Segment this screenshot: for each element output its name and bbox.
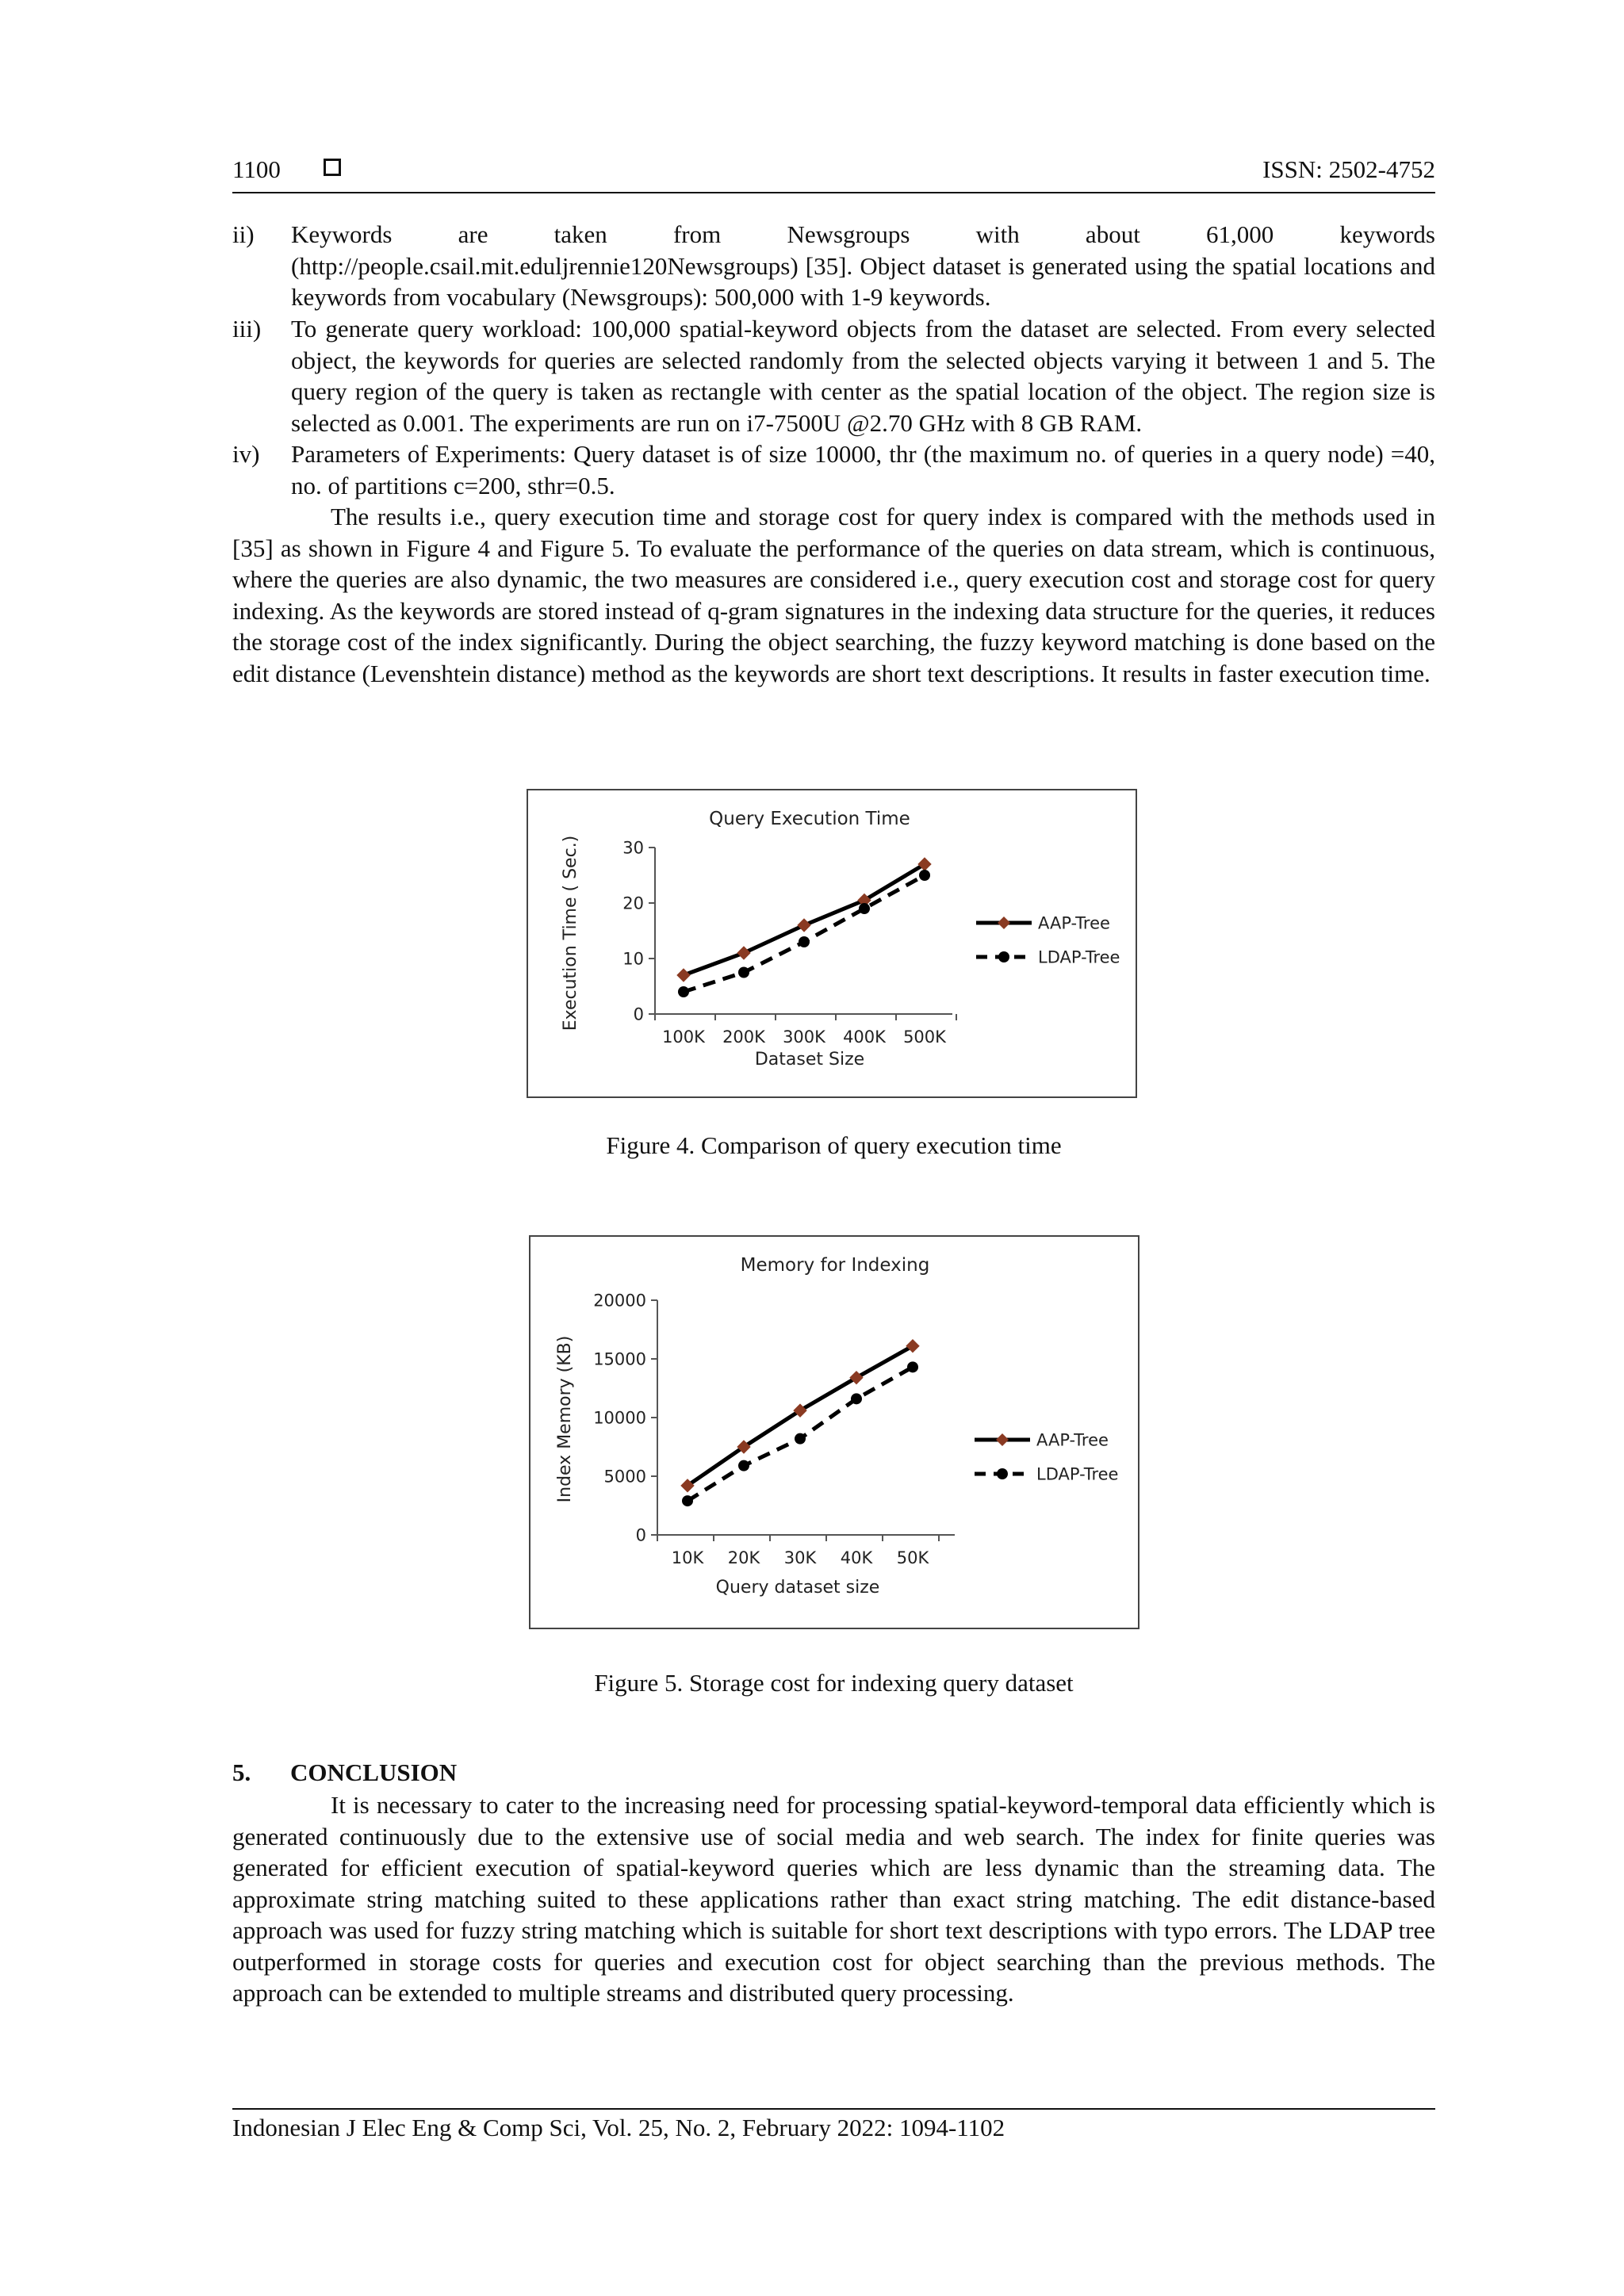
y-tick-label: 5000 [603,1467,646,1487]
x-axis-label: Query dataset size [715,1578,880,1598]
conclusion-paragraph: It is necessary to cater to the increasing need for processing spatial-keyword-temporal data efficiently which is generated continuously due to the extensive use of social media and web search. The index for finite queries was generated for efficient execution of spatial-keyword queries which are less dynamic than the streaming data. The approximate string matching suited to these applications rather than exact string matching. The edit distance-based approach was used for fuzzy string matching which is suitable for short text descriptions with typo errors. The LDAP tree outperformed in storage costs for queries and execution cost for object searching than the previous methods. The approach can be extended to multiple streams and distributed query processing. [232,1791,1435,2007]
y-tick-label: 10000 [593,1408,646,1428]
y-tick-label: 15000 [593,1349,646,1369]
x-tick-label: 100K [662,1027,705,1047]
legend-marker [997,1468,1008,1479]
data-point-diamond [798,919,810,932]
y-tick-label: 20000 [593,1291,646,1311]
footer-text: Indonesian J Elec Eng & Comp Sci, Vol. 25, No. 2, February 2022: 1094-1102 [232,2114,1005,2141]
y-tick-label: 20 [622,894,644,913]
list-item-text: Parameters of Experiments: Query dataset is of size 10000, thr (the maximum no. of queries in a query node) =40, no. of partitions c=200, sthr=0.5. [291,440,1435,499]
figure-4-frame [527,789,1137,1098]
legend-label: AAP-Tree [1036,1430,1109,1450]
list-item-text: To generate query workload: 100,000 spatial-keyword objects from the dataset are selected. From every selected object, the keywords for queries are selected randomly from the selected objects varying it between 1 and 5. The query region of the query is taken as rectangle with center as the spatial location of the object. The region size is selected as 0.001. The experiments are run on i7-7500U @2.70 GHz with 8 GB RAM. [291,315,1435,437]
data-point-circle [795,1433,806,1445]
data-point-circle [738,967,749,978]
x-tick-label: 20K [727,1548,760,1567]
x-tick-label: 10K [671,1548,704,1567]
section-number: 5. [232,1758,251,1786]
x-tick-label: 40K [840,1548,873,1567]
figure-5-frame [529,1235,1139,1629]
legend-label: LDAP-Tree [1036,1464,1119,1484]
x-tick-label: 200K [722,1027,765,1047]
data-point-circle [919,870,930,881]
list-item-ii [232,219,1435,313]
figure-4-chart [528,790,1136,1096]
list-item-text: Keywords are taken from Newsgroups with about 61,000 keywords (http://people.csail.mit.eduljrennie120Newsgroups) [35]. Object dataset is generated using the spatial locations and keywords from vocabulary (Newsgroups): 500,000 with 1-9 keywords. [291,220,1435,311]
list-item-iii [232,313,1435,438]
page-number: 1100 [232,155,281,183]
data-point-circle [859,903,870,914]
y-axis-label: Index Memory (KB) [555,1335,575,1503]
chart-title: Memory for Indexing [740,1255,930,1276]
list-item-iv [232,438,1435,501]
y-tick-label: 0 [635,1525,646,1545]
data-point-circle [738,1460,749,1471]
legend-marker [998,916,1010,929]
x-tick-label: 500K [903,1027,946,1047]
list-item-number: iii) [232,315,262,342]
data-point-diamond [677,969,690,982]
legend-marker [998,951,1009,962]
x-axis-label: Dataset Size [754,1050,865,1070]
results-paragraph: The results i.e., query execution time and storage cost for query index is compared with the methods used in [35] as shown in Figure 4 and Figure 5. To evaluate the performance of the queries on data stream, which is continuous, where the queries are also dynamic, the two measures are considered i.e., query execution cost and storage cost for query indexing. As the keywords are stored instead of q-gram signatures in the indexing data structure for the queries, it reduces the storage cost of the index significantly. During the object searching, the fuzzy keyword matching is done based on the edit distance (Levenshtein distance) method as the keywords are short text descriptions. It results in faster execution time. [232,503,1435,687]
data-point-circle [907,1361,918,1372]
header-rule [232,192,1435,193]
y-axis-label: Execution Time ( Sec.) [561,835,580,1031]
figure-5-caption: Figure 5. Storage cost for indexing query dataset [594,1669,1074,1697]
x-tick-label: 300K [783,1027,825,1047]
footer-rule [232,2108,1435,2110]
section-title: CONCLUSION [290,1758,458,1786]
x-tick-label: 400K [843,1027,886,1047]
legend-label: AAP-Tree [1038,913,1110,933]
header-box-icon [324,159,341,176]
issn: ISSN: 2502-4752 [1262,155,1435,183]
figure-5-chart [530,1237,1138,1628]
data-point-circle [851,1393,862,1404]
x-tick-label: 50K [896,1548,929,1567]
figure-4-caption: Figure 4. Comparison of query execution time [606,1131,1062,1159]
chart-title: Query Execution Time [709,809,910,829]
legend-label: LDAP-Tree [1038,947,1120,967]
list-item-number: iv) [232,440,260,468]
y-tick-label: 10 [622,949,644,969]
x-tick-label: 30K [783,1548,817,1567]
y-tick-label: 0 [633,1004,644,1024]
list-item-number: ii) [232,220,255,248]
y-tick-label: 30 [622,838,644,858]
data-point-diamond [737,947,750,959]
data-point-circle [799,936,810,947]
data-point-circle [682,1495,693,1506]
legend-marker [996,1433,1009,1446]
series-line-1 [684,875,925,992]
data-point-circle [678,986,689,997]
